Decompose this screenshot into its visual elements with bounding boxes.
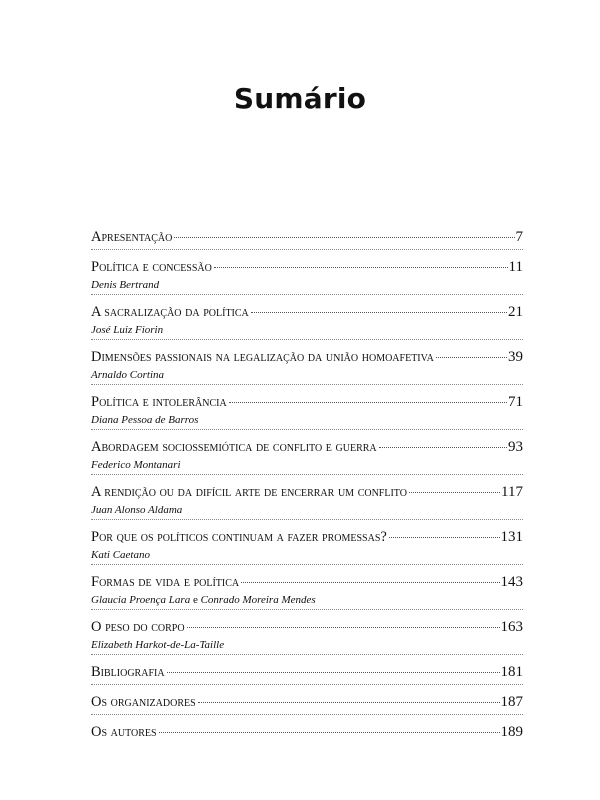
divider bbox=[91, 654, 523, 655]
entry-author: Arnaldo Cortina bbox=[91, 369, 165, 381]
entry-page: 21 bbox=[508, 304, 523, 320]
divider bbox=[91, 714, 523, 715]
entry-page: 181 bbox=[500, 664, 523, 680]
entry-title: O peso do corpo bbox=[91, 619, 185, 635]
dot-leader bbox=[167, 672, 500, 673]
entry-page: 163 bbox=[500, 619, 523, 635]
entry-page: 93 bbox=[508, 439, 523, 455]
dot-leader bbox=[174, 237, 514, 238]
entry-page: 143 bbox=[500, 574, 523, 590]
dot-leader bbox=[379, 447, 507, 448]
divider bbox=[91, 564, 523, 565]
entry-title: Os autores bbox=[91, 724, 157, 740]
entry-author: Federico Montanari bbox=[91, 459, 181, 471]
entry-page: 189 bbox=[500, 724, 523, 740]
dot-leader bbox=[187, 627, 500, 628]
divider bbox=[91, 519, 523, 520]
entry-title: Política e intolerância bbox=[91, 394, 227, 410]
entry-author bbox=[91, 593, 523, 607]
entry-title: A rendição ou da difícil arte de encerrar um conflito bbox=[91, 484, 407, 500]
author-name: Glaucia Proença Lara bbox=[91, 594, 191, 606]
entry-page: 71 bbox=[508, 394, 523, 410]
dot-leader bbox=[229, 402, 507, 403]
author-name: Conrado Moreira Mendes bbox=[200, 594, 316, 606]
entry-page: 187 bbox=[500, 694, 523, 710]
toc-entry-abordagem[interactable] bbox=[91, 438, 523, 472]
toc-entry-organizadores[interactable] bbox=[91, 693, 523, 711]
entry-title: A sacralização da política bbox=[91, 304, 249, 320]
entry-author: José Luiz Fiorin bbox=[91, 324, 164, 336]
toc-entry-autores[interactable] bbox=[91, 723, 523, 741]
dot-leader bbox=[389, 537, 500, 538]
toc-entry-promessas[interactable] bbox=[91, 528, 523, 562]
toc-entry-politica-concessao[interactable] bbox=[91, 258, 523, 292]
toc-entry-formas-de-vida[interactable] bbox=[91, 573, 523, 607]
divider bbox=[91, 294, 523, 295]
entry-title: Bibliografia bbox=[91, 664, 165, 680]
toc-entry-apresentacao[interactable] bbox=[91, 228, 523, 246]
entry-title: Formas de vida e política bbox=[91, 574, 240, 590]
entry-author: Denis Bertrand bbox=[91, 279, 160, 291]
page-title: Sumário bbox=[233, 82, 367, 115]
entry-author: Diana Pessoa de Barros bbox=[91, 414, 199, 426]
dot-leader bbox=[251, 312, 507, 313]
toc-entry-peso-do-corpo[interactable] bbox=[91, 618, 523, 652]
toc-entry-bibliografia[interactable] bbox=[91, 663, 523, 681]
entry-page: 11 bbox=[508, 259, 523, 275]
divider bbox=[91, 339, 523, 340]
author-conjunction: e bbox=[192, 594, 198, 606]
divider bbox=[91, 474, 523, 475]
divider bbox=[91, 684, 523, 685]
dot-leader bbox=[241, 582, 499, 583]
entry-author: Elizabeth Harkot-de-La-Taille bbox=[91, 639, 225, 651]
entry-title: Dimensões passionais na legalização da união homoafetiva bbox=[91, 349, 434, 365]
toc-entry-dimensoes[interactable] bbox=[91, 348, 523, 382]
entry-page: 7 bbox=[515, 229, 523, 245]
dot-leader bbox=[436, 357, 507, 358]
entry-page: 39 bbox=[508, 349, 523, 365]
toc-entry-sacralizacao[interactable] bbox=[91, 303, 523, 337]
dot-leader bbox=[214, 267, 508, 268]
divider bbox=[91, 609, 523, 610]
toc-entry-rendicao[interactable] bbox=[91, 483, 523, 517]
entry-title: Apresentação bbox=[91, 229, 173, 245]
entry-title: Os organizadores bbox=[91, 694, 196, 710]
dot-leader bbox=[198, 702, 500, 703]
dot-leader bbox=[159, 732, 500, 733]
entry-author: Juan Alonso Aldama bbox=[91, 504, 183, 516]
divider bbox=[91, 384, 523, 385]
toc-entry-intolerancia[interactable] bbox=[91, 393, 523, 427]
entry-page: 131 bbox=[500, 529, 523, 545]
entry-title: Política e concessão bbox=[91, 259, 212, 275]
dot-leader bbox=[409, 492, 500, 493]
entry-title: Abordagem sociossemiótica de conflito e guerra bbox=[91, 439, 377, 455]
divider bbox=[91, 249, 523, 250]
entry-page: 117 bbox=[501, 484, 523, 500]
divider bbox=[91, 429, 523, 430]
entry-title: Por que os políticos continuam a fazer promessas? bbox=[91, 529, 387, 545]
entry-author: Kati Caetano bbox=[91, 549, 150, 561]
